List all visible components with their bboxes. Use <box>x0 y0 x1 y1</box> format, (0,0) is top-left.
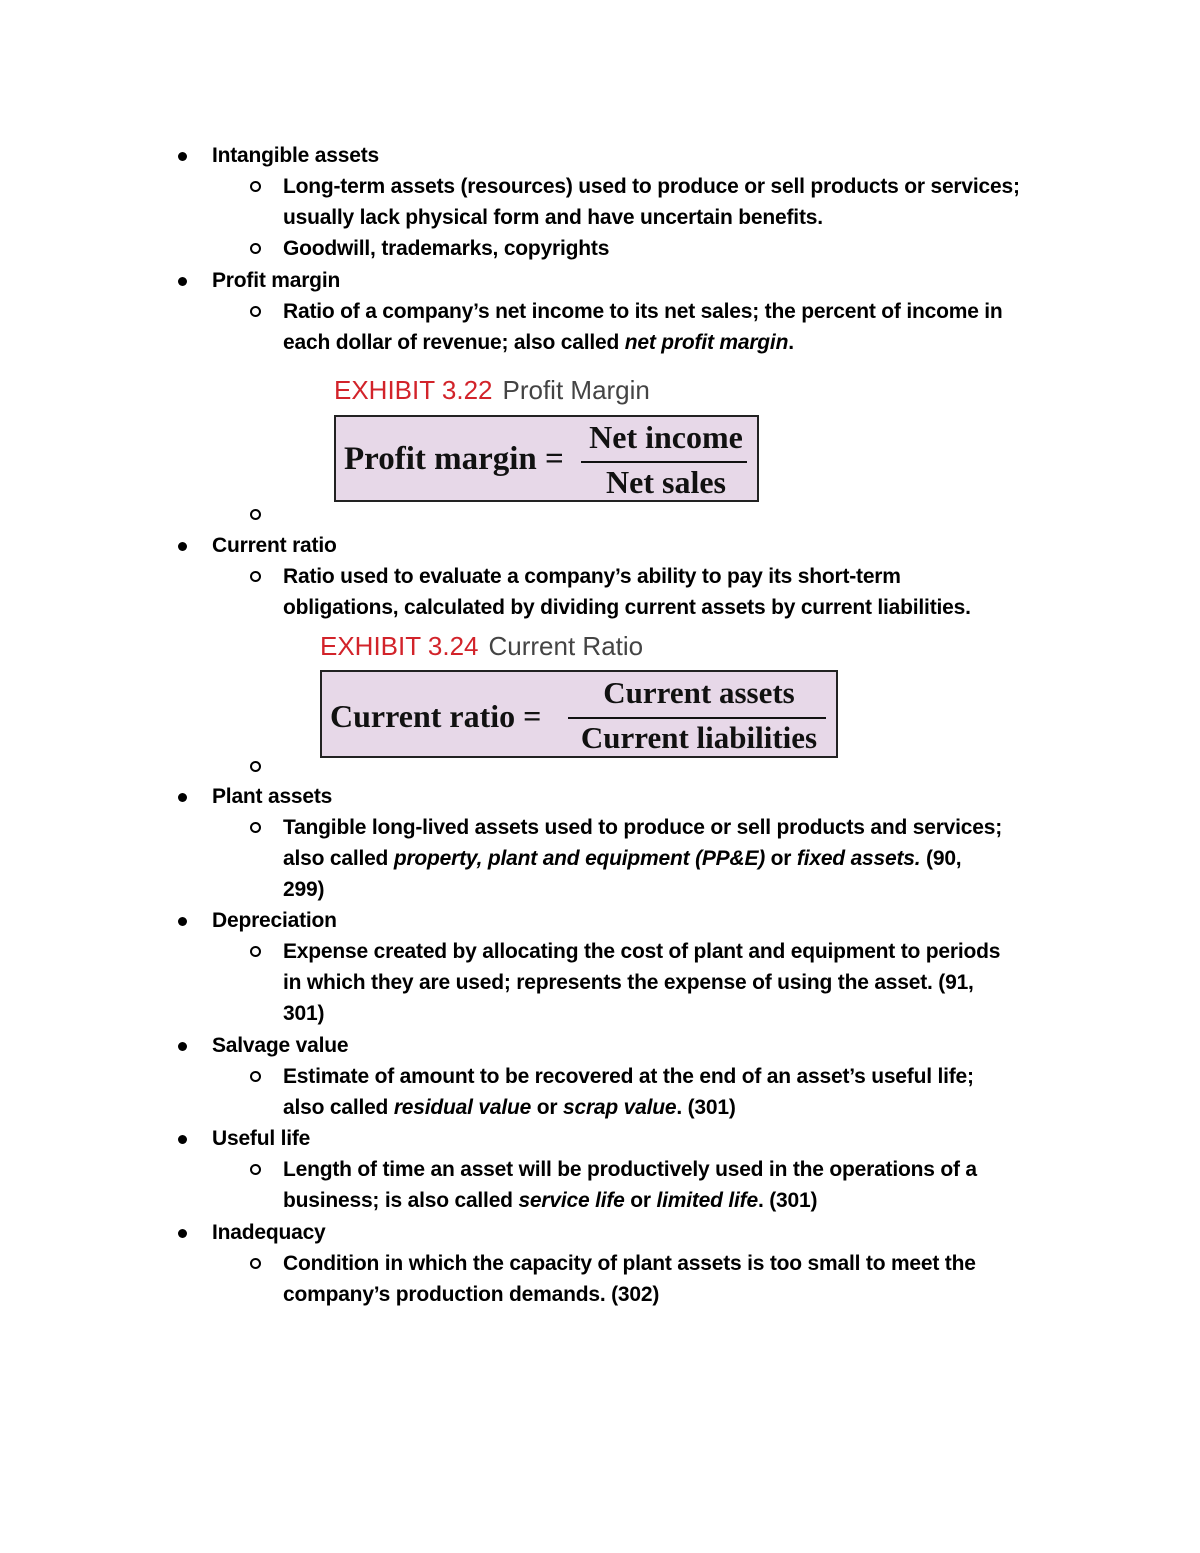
definition-line: Tangible long-lived assets used to produce or sell products and services; <box>283 816 1003 839</box>
term-heading: Depreciation <box>212 909 337 932</box>
term-heading: Useful life <box>212 1127 311 1150</box>
exhibit-title: EXHIBIT 3.22 Profit Margin <box>334 375 650 405</box>
exhibit-title: EXHIBIT 3.24 Current Ratio <box>320 631 644 661</box>
sub-bullet-icon <box>250 306 261 317</box>
sub-bullet-icon <box>250 571 261 582</box>
definition-line: also called residual value or scrap value. (301) <box>283 1096 736 1119</box>
bullet-icon <box>178 277 187 286</box>
term-heading: Salvage value <box>212 1034 349 1057</box>
bullet-icon <box>178 917 187 926</box>
definition-line: obligations, calculated by dividing current assets by current liabilities. <box>283 596 971 619</box>
definition-line: Condition in which the capacity of plant assets is too small to meet the <box>283 1252 976 1275</box>
definition-line: business; is also called service life or limited life. (301) <box>283 1189 818 1212</box>
sub-bullet-icon <box>250 181 261 192</box>
definition-line: Long-term assets (resources) used to produce or sell products or services; <box>283 175 1020 198</box>
term-heading: Current ratio <box>212 534 337 557</box>
definition-line: Goodwill, trademarks, copyrights <box>283 237 610 260</box>
sub-bullet-icon <box>250 761 261 772</box>
sub-bullet-icon <box>250 946 261 957</box>
sub-bullet-icon <box>250 1258 261 1269</box>
term-heading: Plant assets <box>212 785 333 808</box>
bullet-icon <box>178 1135 187 1144</box>
definition-line: 301) <box>283 1002 325 1025</box>
sub-bullet-icon <box>250 1071 261 1082</box>
sub-bullet-icon <box>250 243 261 254</box>
definition-line: Estimate of amount to be recovered at the end of an asset’s useful life; <box>283 1065 974 1088</box>
definition-line: each dollar of revenue; also called net profit margin. <box>283 331 794 354</box>
definition-line: Ratio of a company’s net income to its net sales; the percent of income in <box>283 300 1003 323</box>
current-ratio-formula: Current ratio = Current assets Current liabilities <box>320 670 838 758</box>
definition-line: in which they are used; represents the expense of using the asset. (91, <box>283 971 974 994</box>
definition-line: Expense created by allocating the cost of plant and equipment to periods <box>283 940 1001 963</box>
bullet-icon <box>178 1229 187 1238</box>
definition-line: 299) <box>283 878 325 901</box>
term-heading: Inadequacy <box>212 1221 326 1244</box>
definition-line: usually lack physical form and have uncertain benefits. <box>283 206 823 229</box>
definition-line: Ratio used to evaluate a company’s ability to pay its short-term <box>283 565 901 588</box>
term-heading: Profit margin <box>212 269 341 292</box>
bullet-icon <box>178 152 187 161</box>
bullet-icon <box>178 1042 187 1051</box>
sub-bullet-icon <box>250 509 261 520</box>
definition-line: company’s production demands. (302) <box>283 1283 660 1306</box>
sub-bullet-icon <box>250 822 261 833</box>
definition-line: Length of time an asset will be productively used in the operations of a <box>283 1158 977 1181</box>
definition-line: also called property, plant and equipment (PP&E) or fixed assets. (90, <box>283 847 962 870</box>
sub-bullet-icon <box>250 1164 261 1175</box>
bullet-icon <box>178 793 187 802</box>
term-heading: Intangible assets <box>212 144 379 167</box>
bullet-icon <box>178 542 187 551</box>
profit-margin-formula: Profit margin = Net income Net sales <box>334 415 759 502</box>
